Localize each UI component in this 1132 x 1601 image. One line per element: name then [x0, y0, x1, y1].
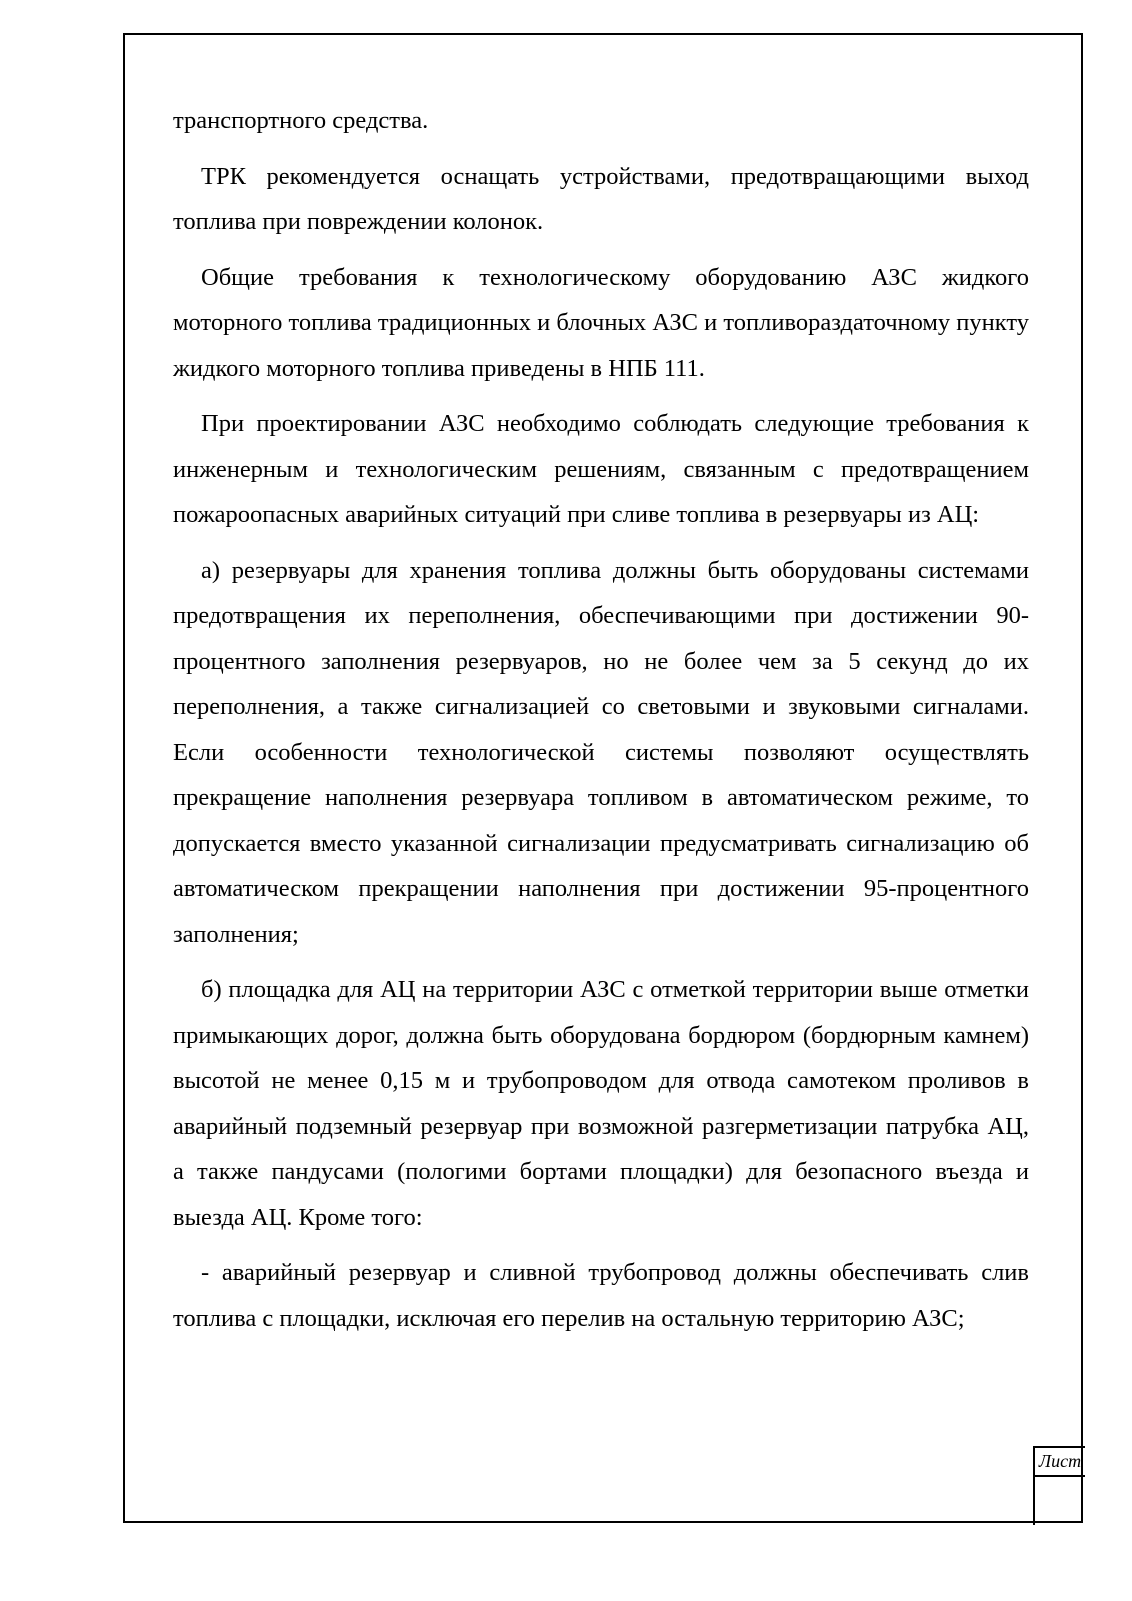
sheet-number	[1035, 1477, 1085, 1525]
paragraph-item-b: б) площадка для АЦ на территории АЗС с отметкой территории выше отметки примыкающих дорог, должна быть оборудована бордюром (бордюрным камнем) высотой не менее 0,15 м и трубопроводом для отвода самотеком проливов в аварийный подземный резервуар при возможной разгерметизации патрубка АЦ, а также пандусами (пологими бортами площадки) для безопасного въезда и выезда АЦ. Кроме того:	[173, 976, 1029, 1231]
document-body	[173, 98, 1029, 1351]
title-block-sheet	[1033, 1446, 1085, 1525]
paragraph-continuation: транспортного средства.	[173, 107, 429, 134]
paragraph-design-requirements: При проектировании АЗС необходимо соблюдать следующие требования к инженерным и технологическим решениям, связанным с предотвращением пожароопасных аварийных ситуаций при сливе топлива в резервуары из АЦ:	[173, 410, 1029, 528]
paragraph-trk-devices: ТРК рекомендуется оснащать устройствами, предотвращающими выход топлива при повреждении колонок.	[173, 162, 1029, 235]
paragraph-general-requirements: Общие требования к технологическому оборудованию АЗС жидкого моторного топлива традиционных и блочных АЗС и топливораздаточному пункту жидкого моторного топлива приведены в НПБ 111.	[173, 263, 1029, 382]
paragraph-dash-item: - аварийный резервуар и сливной трубопровод должны обеспечивать слив топлива с площадки, исключая его перелив на остальную территорию АЗС;	[173, 1259, 1029, 1332]
sheet-label: Лист	[1035, 1448, 1085, 1477]
paragraph-item-a: а) резервуары для хранения топлива должны быть оборудованы системами предотвращения их переполнения, обеспечивающими при достижении 90-процентного заполнения резервуаров, но не более чем за 5 секунд до их переполнения, а также сигнализацией со световыми и звуковыми сигналами. Если особенности технологической системы позволяют осуществлять прекращение наполнения резервуара топливом в автоматическом режиме, то допускается вместо указанной сигнализации предусматривать сигнализацию об автоматическом прекращении наполнения при достижении 95-процентного заполнения;	[173, 556, 1029, 948]
